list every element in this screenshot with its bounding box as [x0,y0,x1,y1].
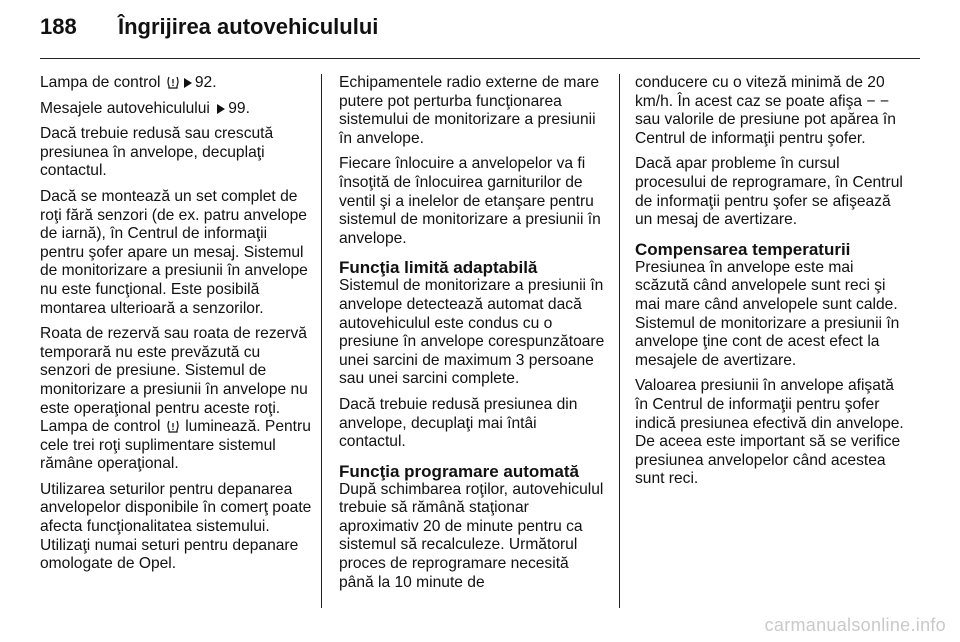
column-3 [635,74,910,496]
paragraph: Dacă se montează un set complet de roţi fără senzori (de ex. patru anvelope de iarnă), în Centrul de informaţii pentru şofer apare un mesaj. Sistemul de monitorizare a presiunii în anvelope nu este funcţional. Este posibilă montarea ulterioară a senzorilor. [40,187,308,317]
paragraph-vehicle-messages-ref [40,100,312,119]
tire-pressure-warning-icon [167,76,179,89]
paragraph: Dacă apar probleme în cursul procesului de reprogramare, în Centrul de informaţii pentru şofer se afişează un mesaj de avertizare. [635,155,903,229]
watermark: carmanualsonline.info [764,615,946,635]
paragraph: Sistemul de monitorizare a presiunii în anvelope detectează automat dacă autovehiculul este condus cu o presiune în anvelope corespunzătoare unei sarcini de maximum 3 persoane sau unei sarcini complete. [339,277,605,388]
text: Mesajele autovehiculului [40,99,210,117]
paragraph-spare-wheel [40,325,312,474]
section-heading: Funcţia limită adaptabilă [339,258,538,278]
column-1 [40,74,312,581]
column-2 [339,74,606,599]
section-heading: Compensarea temperaturii [635,239,851,259]
text: Lampa de control [40,74,161,91]
page-number: 188 [40,14,77,39]
triangle-right-icon [217,104,225,114]
paragraph: Valoarea presiunii în anvelope afişată în Centrul de informaţii pentru şofer indică presiunea efectivă din anvelope. De aceea este important să se verifice presiunea anvelopelor când acestea sunt reci. [635,377,904,488]
page-reference-link[interactable]: 99. [228,99,250,117]
text: luminează. Pentru cele trei roţi suplimentare sistemul rămâne operaţional. [40,418,311,473]
section-heading: Funcţia programare automată [339,461,579,481]
text: Roata de rezervă sau roata de rezervă temporară nu este prevăzută cu senzori de presiune. Sistemul de monitorizare a presiunii în anvelope nu este operaţional pentru aceste roţi. Lampa de control [40,325,308,436]
paragraph: Presiunea în anvelope este mai scăzută când anvelopele sunt reci şi mai mare când anvelopele sunt calde. Sistemul de monitorizare a presiunii în anvelope ţine cont de acest efect la mesajele de avertizare. [635,258,900,369]
paragraph: După schimbarea roţilor, autovehiculul trebuie să rămână staţionar aproximativ 20 de minute pentru ca sistemul să recalculeze. Următorul proces de reprogramare necesită până la 10 minute de [339,480,604,591]
page-reference-link[interactable]: 92. [194,74,217,91]
paragraph: conducere cu o viteză minimă de 20 km/h. În acest caz se poate afişa − − sau valorile de presiune pot apărea în Centrul de informaţii pentru şofer. [635,74,896,147]
paragraph: Dacă trebuie redusă sau crescută presiunea în anvelope, decuplaţi contactul. [40,125,274,180]
chapter-title: Îngrijirea autovehiculului [118,14,379,39]
tire-pressure-warning-icon [167,420,179,433]
column-divider-1 [321,74,322,608]
paragraph: Fiecare înlocuire a anvelopelor va fi însoţită de înlocuirea garniturilor de ventil şi a inelelor de etanşare pentru sistemul de monitorizare a presiunii în anvelope. [339,155,601,247]
paragraph: Dacă trebuie redusă presiunea din anvelope, decuplaţi mai întâi contactul. [339,395,578,451]
triangle-right-icon [184,78,192,88]
header-rule [40,58,920,59]
paragraph: Echipamentele radio externe de mare putere pot perturba funcţionarea sistemului de monitorizare a presiunii în anvelope. [339,74,600,147]
paragraph-control-lamp-ref [40,74,312,93]
column-divider-2 [619,74,620,608]
page-header [40,14,920,50]
paragraph: Utilizarea seturilor pentru depanarea anvelopelor disponibile în comerţ poate afecta funcţionalitatea sistemului. Utilizaţi numai seturi pentru depanare omologate de Opel. [40,480,312,573]
